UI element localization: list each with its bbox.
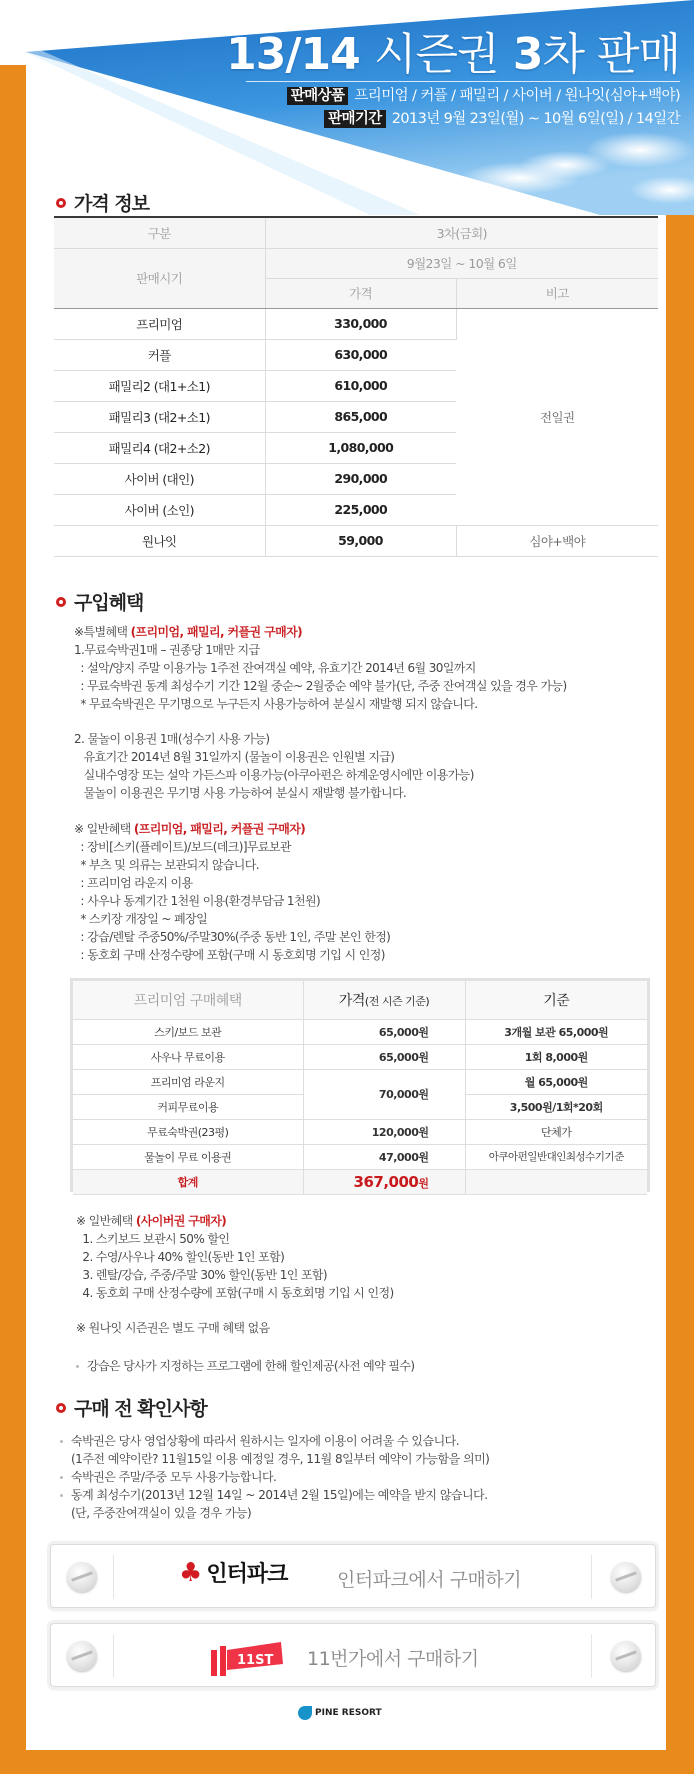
pill-right-icon xyxy=(611,1641,641,1671)
benefit-line: * 스키장 개장일 ~ 폐장일 xyxy=(74,912,208,926)
header-divider xyxy=(246,81,680,82)
separator xyxy=(591,1555,592,1599)
benefit-item: 프리미엄 라운지 xyxy=(73,1069,303,1094)
dot-bullet xyxy=(60,1476,63,1479)
table-row xyxy=(73,1044,647,1069)
check-line xyxy=(60,1450,489,1468)
row-price: 1,080,000 xyxy=(265,432,456,463)
benefit-price: 120,000원 xyxy=(303,1119,465,1144)
separator xyxy=(591,1634,592,1678)
pill-left-icon xyxy=(67,1641,97,1671)
benefit-block-c xyxy=(74,838,390,964)
period-text: 2013년 9월 23일(월) ~ 10월 6일(일) / 14일간 xyxy=(391,111,680,127)
header-banner xyxy=(0,0,694,215)
interpark-label: 인터파크에서 구매하기 xyxy=(337,1569,522,1591)
note-night: 심야+백야 xyxy=(456,525,658,556)
row-name: 사이버 (소인) xyxy=(54,494,265,525)
lesson-note-text: 강습은 당사가 지정하는 프로그램에 한해 할인제공(사전 예약 필수) xyxy=(87,1359,415,1373)
check-line xyxy=(60,1504,489,1522)
premium-benefit-box xyxy=(70,978,650,1192)
benefit-line: 물놀이 이용권은 무기명 사용 가능하여 분실시 재발행 불가합니다. xyxy=(74,786,407,800)
row-price: 865,000 xyxy=(265,401,456,432)
benefit-line: 실내수영장 또는 설악 가든스파 이용가능(아쿠아펀은 하계운영시에만 이용가능) xyxy=(74,768,474,782)
general-target: (프리미엄, 패밀리, 커플권 구매자) xyxy=(133,822,306,836)
benefit-line: : 사우나 동계기간 1천원 이용(환경부담금 1천원) xyxy=(74,894,321,908)
total-unit: 원 xyxy=(418,1176,429,1190)
row-name: 프리미엄 xyxy=(54,308,265,339)
check-heading xyxy=(56,1394,207,1421)
benefit-standard: 3,500원/1회*20회 xyxy=(465,1094,647,1119)
check-line xyxy=(60,1486,489,1504)
benefit-block-b xyxy=(74,730,474,802)
title-light-2: 차 판매 xyxy=(542,29,680,80)
benefit-block-d xyxy=(76,1230,394,1302)
benefit-line: : 동호회 구매 산정수량에 포함(구매 시 동호회명 기입 시 인정) xyxy=(74,948,385,962)
benefit-standard: 3개월 보관 65,000원 xyxy=(465,1019,647,1044)
price-table xyxy=(54,218,658,557)
title-bold-1: 13/14 xyxy=(226,29,360,80)
product-text: 프리미엄 / 커플 / 패밀리 / 사이버 / 원나잇(심야+백야) xyxy=(354,88,680,104)
left-orange-band xyxy=(0,65,26,1774)
check-line-text: 숙박권은 당사 영업상황에 따라서 원하시는 일자에 이용이 어려울 수 있습니다. xyxy=(71,1434,460,1448)
benefit-item: 사우나 무료이용 xyxy=(73,1044,303,1069)
row-price: 225,000 xyxy=(265,494,456,525)
benefit-line: 2. 수영/사우나 40% 할인(동반 1인 포함) xyxy=(76,1250,285,1264)
row-price: 630,000 xyxy=(265,339,456,370)
oneday-note: ※ 원나잇 시즌권은 별도 구매 혜택 없음 xyxy=(76,1321,270,1335)
interpark-buy-button[interactable] xyxy=(50,1544,656,1608)
benefit-item: 물놀이 무료 이용권 xyxy=(73,1144,303,1169)
check-line-text: 숙박권은 주말/주중 모두 사용가능합니다. xyxy=(71,1470,277,1484)
row-price: 610,000 xyxy=(265,370,456,401)
bullet-icon xyxy=(56,198,66,208)
interpark-logo-text: 인터파크 xyxy=(206,1562,288,1587)
cyber-prefix: ※ 일반혜택 xyxy=(76,1214,136,1228)
pine-resort-logo xyxy=(298,1706,382,1720)
table-row xyxy=(73,1119,647,1144)
row-price: 330,000 xyxy=(265,308,456,339)
product-tag: 판매상품 xyxy=(287,87,349,105)
cyber-benefit-title xyxy=(76,1212,226,1230)
general-benefit-title xyxy=(74,820,305,838)
benefit-price: 70,000원 xyxy=(303,1069,465,1119)
table-row xyxy=(73,1144,647,1169)
period-value: 9월23일 ~ 10월 6일 xyxy=(265,248,658,278)
period-line xyxy=(324,107,680,128)
benefit-price: 47,000원 xyxy=(303,1144,465,1169)
benefit-line: : 장비[스키(플레이트)/보드(데크)]무료보관 xyxy=(74,840,291,854)
check-line xyxy=(60,1468,489,1486)
period-tag: 판매기간 xyxy=(324,110,386,128)
benefit-price: 65,000원 xyxy=(303,1044,465,1069)
lesson-note xyxy=(76,1357,414,1375)
dot-bullet xyxy=(76,1365,79,1368)
benefit-line: : 프리미엄 라운지 이용 xyxy=(74,876,193,890)
page-title xyxy=(226,18,680,82)
note-allday: 전일권 xyxy=(456,308,658,525)
benefit-standard: 아쿠아펀일반대인최성수기기준 xyxy=(465,1144,647,1169)
row-name: 커플 xyxy=(54,339,265,370)
dot-bullet xyxy=(60,1440,63,1443)
benefit-line: * 부츠 및 의류는 보관되지 않습니다. xyxy=(74,858,260,872)
col-price: 가격 xyxy=(265,278,456,308)
row-name: 패밀리2 (대1+소1) xyxy=(54,370,265,401)
row-price: 290,000 xyxy=(265,463,456,494)
row-name: 사이버 (대인) xyxy=(54,463,265,494)
title-bold-2: 3 xyxy=(512,29,543,80)
check-list xyxy=(60,1432,489,1522)
pine-logo-text: PINE RESORT xyxy=(315,1708,382,1718)
special-prefix: ※특별혜택 xyxy=(74,625,131,639)
separator xyxy=(113,1634,114,1678)
period-label: 판매시기 xyxy=(54,248,265,308)
benefit-standard: 1회 8,000원 xyxy=(465,1044,647,1069)
benefit-line: 1.무료숙박권1매 – 권종당 1매만 지급 xyxy=(74,643,260,657)
11st-label: 11번가에서 구매하기 xyxy=(307,1648,479,1670)
benefit-line: 3. 렌탈/강습, 주중/주말 30% 할인(동반 1인 포함) xyxy=(76,1268,328,1282)
benefit-line: 1. 스키보드 보관시 50% 할인 xyxy=(76,1232,230,1246)
pill-left-icon xyxy=(67,1562,97,1592)
benefit-item: 스키/보드 보관 xyxy=(73,1019,303,1044)
11st-logo-text: 11ST xyxy=(237,1653,274,1668)
pine-leaf-icon xyxy=(298,1706,312,1720)
col-note: 비고 xyxy=(456,278,658,308)
col-standard: 기준 xyxy=(465,981,647,1019)
special-target: (프리미엄, 패밀리, 커플권 구매자) xyxy=(130,625,302,639)
benefit-line: 4. 동호회 구매 산정수량에 포함(구매 시 동호회명 기입 시 인정) xyxy=(76,1286,394,1300)
benefit-line: 2. 물놀이 이용권 1매(성수기 사용 가능) xyxy=(74,732,270,746)
bullet-icon xyxy=(56,1403,66,1413)
col-benefit-price xyxy=(303,981,465,1019)
general-prefix: ※ 일반혜택 xyxy=(74,822,134,836)
product-line xyxy=(287,84,680,105)
dot-bullet xyxy=(60,1494,63,1497)
cyber-target: (사이버권 구매자) xyxy=(135,1214,227,1228)
benefits-heading xyxy=(56,588,143,615)
check-line-text: (1주전 예약이란? 11월15일 이용 예정일 경우, 11월 8일부터 예약이 가능함을 의미) xyxy=(71,1452,490,1466)
total-amount: 367,000 xyxy=(353,1172,419,1191)
price-header-note: (전 시즌 기준) xyxy=(364,994,430,1008)
row-name: 패밀리4 (대2+소2) xyxy=(54,432,265,463)
premium-benefit-table xyxy=(73,981,647,1195)
round-label: 3차(금회) xyxy=(265,218,658,248)
total-empty xyxy=(465,1169,647,1194)
check-heading-text: 구매 전 확인사항 xyxy=(74,1398,207,1420)
check-line-text: 동계 최성수기(2013년 12월 14일 ~ 2014년 2월 15일)에는 예약을 받지 않습니다. xyxy=(71,1488,488,1502)
total-row xyxy=(73,1169,647,1194)
row-price: 59,000 xyxy=(265,525,456,556)
col-category: 구분 xyxy=(54,218,265,248)
benefit-standard: 단체가 xyxy=(465,1119,647,1144)
benefits-heading-text: 구입혜택 xyxy=(74,592,144,614)
11st-logo-graphic xyxy=(211,1636,291,1678)
price-heading xyxy=(56,189,149,216)
benefit-line: * 무료숙박권은 무기명으로 누구든지 사용가능하여 분실시 재발행 되지 않습니다. xyxy=(74,697,478,711)
price-heading-text: 가격 정보 xyxy=(74,193,150,215)
row-name: 패밀리3 (대2+소1) xyxy=(54,401,265,432)
benefit-line: : 강습/렌탈 주중50%/주말30%(주중 동반 1인, 주말 본인 한정) xyxy=(74,930,391,944)
separator xyxy=(113,1555,114,1599)
bullet-icon xyxy=(56,597,66,607)
benefit-line: : 설악/양지 주말 이용가능 1주전 잔여객실 예약, 유효기간 2014년 6월 30일까지 xyxy=(74,661,476,675)
total-value xyxy=(303,1169,465,1194)
benefit-item: 커피무료이용 xyxy=(73,1094,303,1119)
table-row xyxy=(73,1019,647,1044)
table-row xyxy=(54,525,658,556)
11st-buy-button[interactable] xyxy=(50,1623,656,1687)
table-row xyxy=(73,1069,647,1094)
benefit-standard: 월 65,000원 xyxy=(465,1069,647,1094)
check-line xyxy=(60,1432,489,1450)
interpark-logo xyxy=(179,1557,287,1588)
total-label: 합계 xyxy=(73,1169,303,1194)
pill-right-icon xyxy=(611,1562,641,1592)
check-line-text: (단, 주중잔여객실이 있을 경우 가능) xyxy=(71,1506,252,1520)
price-header: 가격 xyxy=(338,992,365,1009)
col-benefit: 프리미엄 구매혜택 xyxy=(73,981,303,1019)
benefit-block-a xyxy=(74,641,567,713)
benefit-price: 65,000원 xyxy=(303,1019,465,1044)
title-light-1: 시즌권 xyxy=(374,29,499,80)
tree-icon: ♣ xyxy=(179,1557,203,1588)
benefit-item: 무료숙박권(23평) xyxy=(73,1119,303,1144)
row-name: 원나잇 xyxy=(54,525,265,556)
benefit-line: 유효기간 2014년 8월 31일까지 (물놀이 이용권은 인원별 지급) xyxy=(74,750,395,764)
11st-logo xyxy=(211,1636,291,1682)
table-row xyxy=(54,308,658,339)
benefit-line: : 무료숙박권 동계 최성수기 기간 12월 중순~ 2월중순 예약 불가(단, 주중 잔여객실 있을 경우 가능) xyxy=(74,679,567,693)
special-benefit-title xyxy=(74,623,302,641)
